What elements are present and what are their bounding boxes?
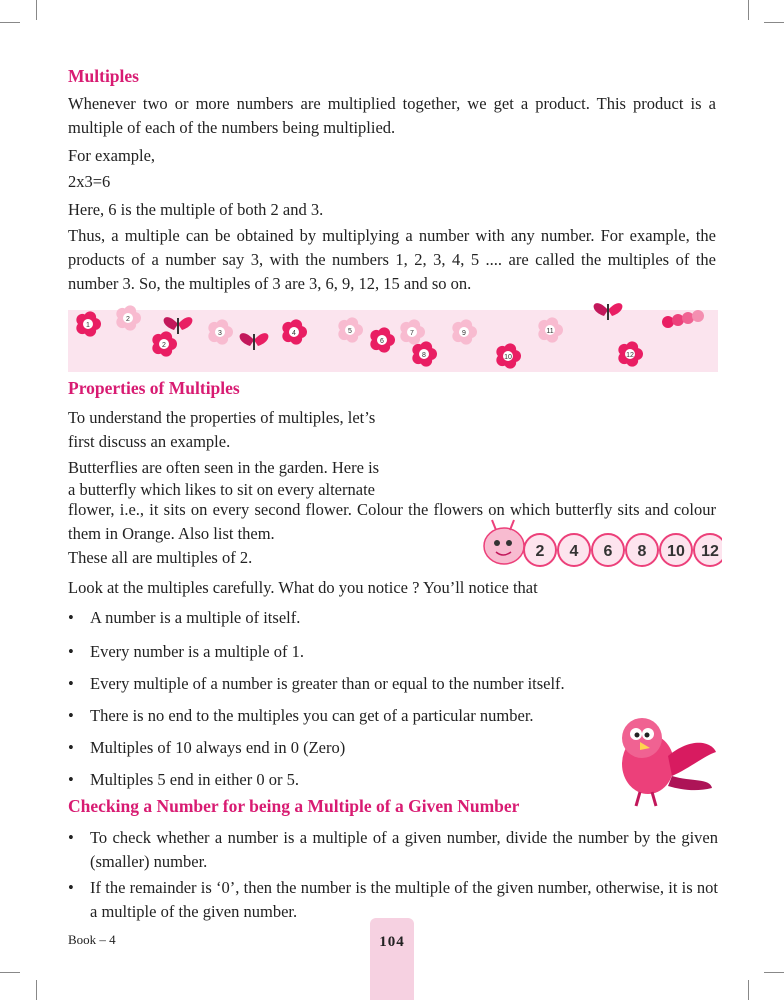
paragraph: Thus, a multiple can be obtained by multiplying a number with any number. For example, the products of a number say 3, with the numbers 1, 2, 3, 4, 5 .... are called the multiples of the number 3. So, the multiples of 3 are 3, 6, 9, 12, 15 and so on. — [68, 226, 716, 293]
list-item: • Every number is a multiple of 1. — [68, 640, 718, 664]
list-item: • There is no end to the multiples you can get of a particular number. — [68, 704, 718, 728]
bullet-icon: • — [68, 828, 74, 847]
equation: 2x3=6 — [68, 172, 111, 191]
flower-number: 10 — [504, 354, 512, 361]
flower-number: 11 — [546, 328, 554, 335]
flower-number: 12 — [626, 352, 634, 359]
list-item: • To check whether a number is a multiple of a given number, divide the number by the given (smaller) number. — [68, 828, 718, 871]
caterpillar-number: 10 — [667, 543, 685, 560]
flower-number: 2 — [162, 342, 166, 349]
bullet-icon: • — [68, 674, 74, 693]
crop-mark — [764, 22, 784, 23]
caterpillar-number: 6 — [603, 543, 613, 560]
paragraph: Whenever two or more numbers are multiplied together, we get a product. This product is a multiple of each of the numbers being multiplied. — [68, 94, 716, 137]
crop-mark — [0, 972, 20, 973]
bird-illustration — [612, 712, 718, 808]
list-item: • A number is a multiple of itself. — [68, 606, 718, 630]
flower-number: 8 — [422, 352, 426, 359]
caterpillar-number: 4 — [569, 543, 579, 560]
paragraph: flower, i.e., it sits on every second flower. Colour the flowers on which butterfly sits and colour them in Orange. Also list them. — [68, 500, 716, 543]
page-number: 104 — [379, 934, 405, 950]
bullet-icon: • — [68, 738, 74, 757]
flower-number: 5 — [348, 328, 352, 335]
caterpillar-number: 8 — [637, 543, 647, 560]
bullet-icon: • — [68, 608, 74, 627]
crop-mark — [764, 972, 784, 973]
paragraph: Butterflies are often seen in the garden. Here is — [68, 458, 380, 477]
paragraph: For example, — [68, 146, 156, 165]
caterpillar-segment — [694, 534, 722, 566]
flower-number: 3 — [218, 330, 222, 337]
paragraph: To understand the properties of multiples, let’s — [68, 408, 376, 427]
footer-book-label: Book – 4 — [68, 932, 116, 947]
section-heading-multiples: Multiples — [68, 66, 139, 86]
list-item: • If the remainder is ‘0’, then the number is the multiple of the given number, otherwise, it is not a multiple of the given number. — [68, 878, 718, 921]
caterpillar-segment — [558, 534, 590, 566]
section-heading-checking: Checking a Number for being a Multiple of a Given Number — [68, 796, 520, 816]
flower-number: 4 — [292, 330, 296, 337]
flower-number: 9 — [462, 330, 466, 337]
caterpillar-segment — [592, 534, 624, 566]
paragraph: These all are multiples of 2. — [68, 548, 253, 567]
paragraph: Here, 6 is the multiple of both 2 and 3. — [68, 200, 324, 219]
bullet-icon: • — [68, 878, 74, 897]
caterpillar-segment — [626, 534, 658, 566]
bullet-icon: • — [68, 706, 74, 725]
caterpillar-segment — [660, 534, 692, 566]
crop-mark — [36, 0, 37, 20]
crop-mark — [748, 980, 749, 1000]
flower-butterfly-banner — [68, 292, 718, 372]
paragraph: first discuss an example. — [68, 432, 231, 451]
bullet-icon: • — [68, 642, 74, 661]
paragraph: Look at the multiples carefully. What do you notice ? You’ll notice that — [68, 578, 538, 597]
page-number-tab — [370, 918, 414, 1000]
flower-number: 7 — [410, 330, 414, 337]
section-heading-properties: Properties of Multiples — [68, 378, 240, 398]
caterpillar-number: 12 — [701, 543, 719, 560]
flower-number: 2 — [126, 316, 130, 323]
caterpillar-number: 2 — [535, 543, 545, 560]
caterpillar-head-icon — [484, 520, 524, 564]
list-item: • Multiples of 10 always end in 0 (Zero) — [68, 736, 718, 760]
flower-number: 6 — [380, 338, 384, 345]
crop-mark — [0, 22, 20, 23]
crop-mark — [748, 0, 749, 20]
caterpillar-multiples — [482, 518, 722, 570]
list-item: • Multiples 5 end in either 0 or 5. — [68, 768, 718, 792]
caterpillar-segment — [524, 534, 556, 566]
flower-number: 1 — [86, 322, 90, 329]
paragraph: a butterfly which likes to sit on every alternate — [68, 480, 375, 499]
list-item: • Every multiple of a number is greater than or equal to the number itself. — [68, 672, 718, 696]
bullet-icon: • — [68, 770, 74, 789]
crop-mark — [36, 980, 37, 1000]
